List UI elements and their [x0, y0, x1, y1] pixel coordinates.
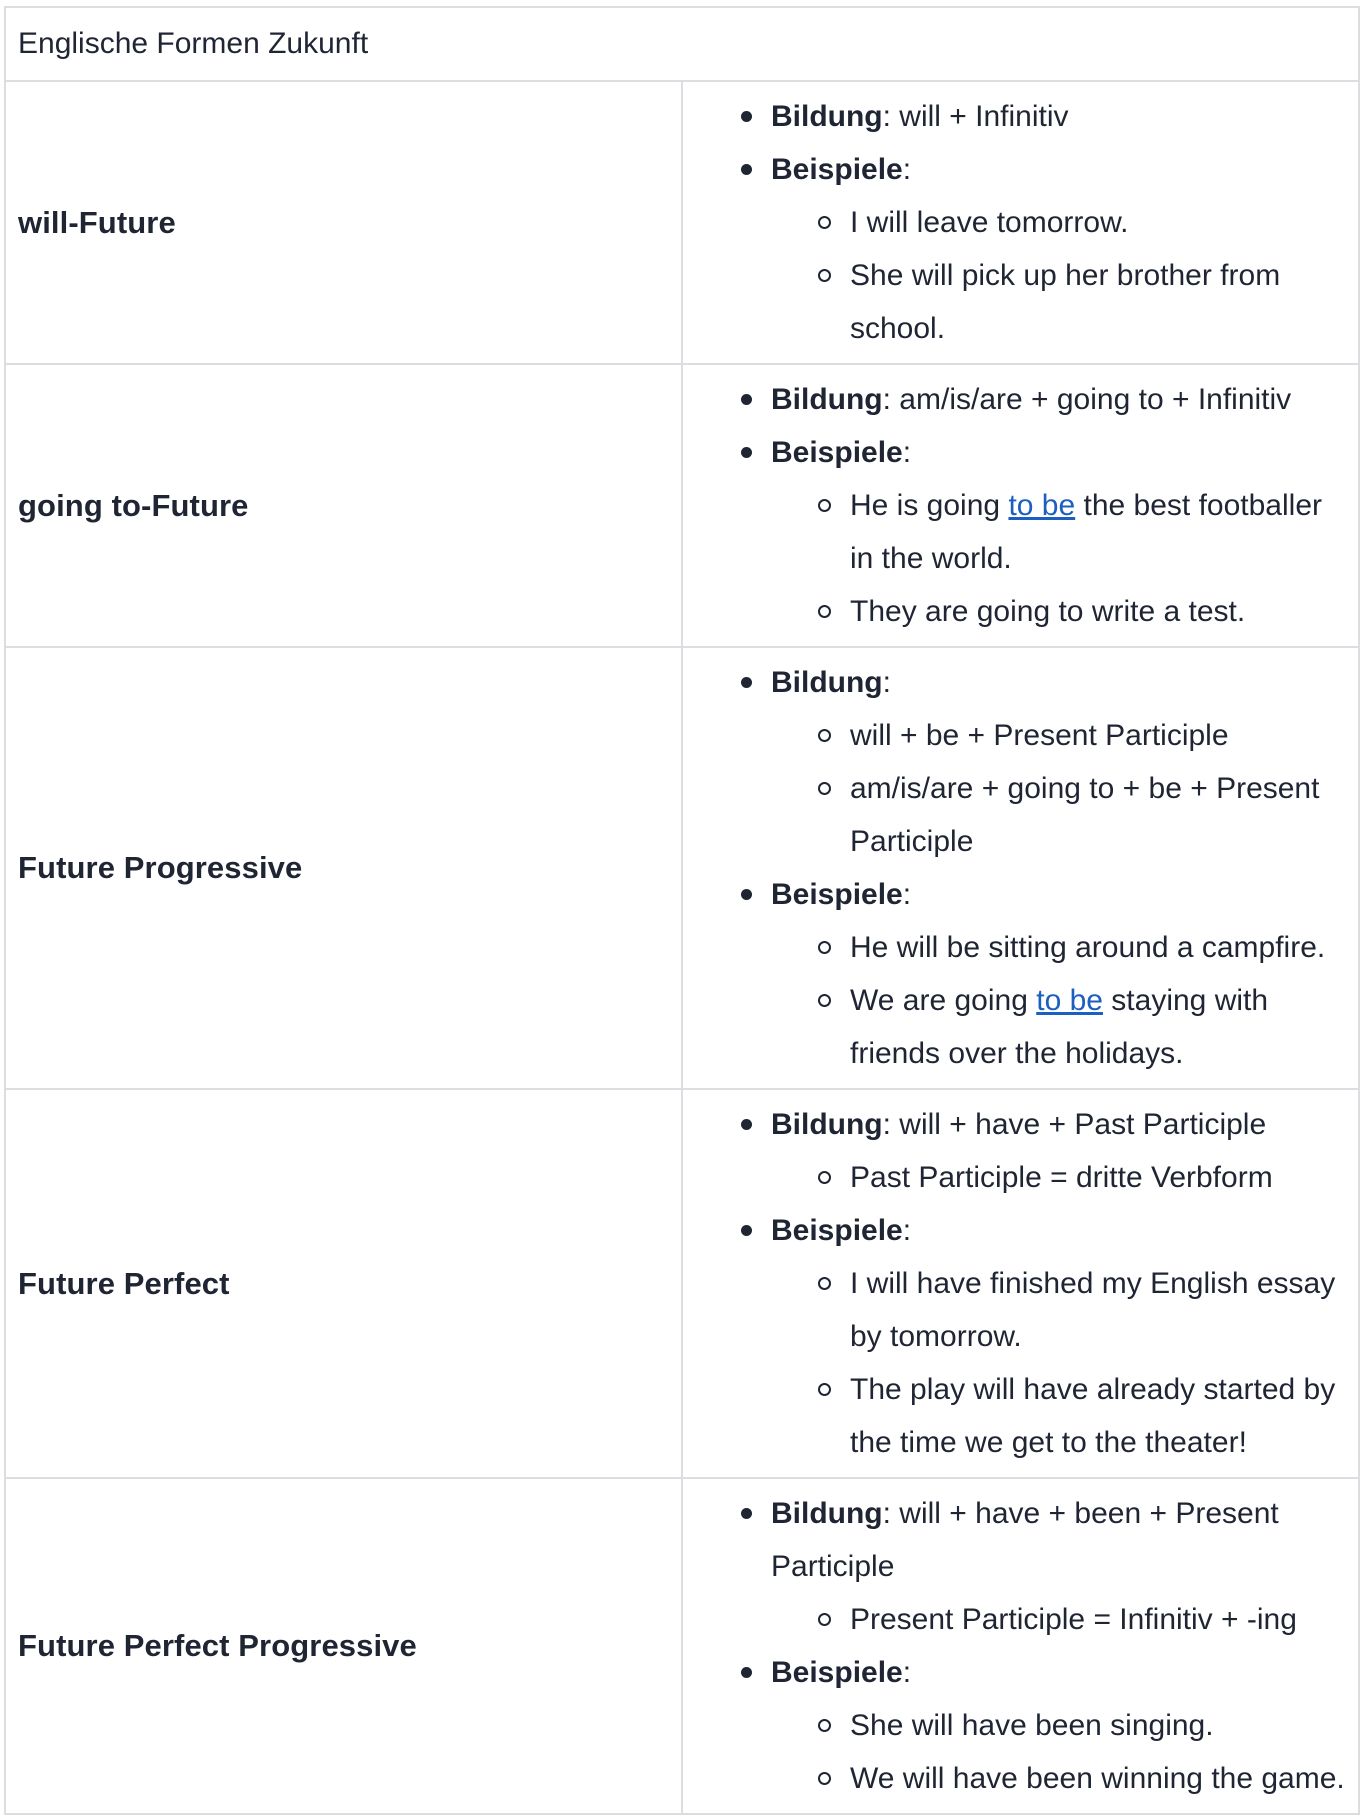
bildung-label: Bildung: [771, 100, 883, 133]
beispiele-label: Beispiele: [771, 1656, 903, 1689]
beispiele-label: Beispiele: [771, 878, 903, 911]
beispiele-item: [741, 1204, 1346, 1469]
to-be-link[interactable]: to be: [1036, 984, 1103, 1017]
bildung-label: Bildung: [771, 1108, 883, 1141]
bildung-value: : will + Infinitiv: [882, 100, 1069, 133]
table-row: [5, 1478, 1359, 1814]
bildung-sub-item: am/is/are + going to + be + Present Participle: [818, 762, 1346, 868]
example-text: He is going: [850, 489, 1009, 522]
beispiele-colon: :: [902, 1656, 912, 1689]
example-item: She will pick up her brother from school.: [818, 249, 1346, 355]
bildung-sub-list: [771, 709, 1346, 868]
bildung-item: [741, 1098, 1346, 1204]
tense-details: [682, 364, 1359, 647]
beispiele-colon: :: [902, 436, 912, 469]
bildung-item: [741, 1487, 1346, 1646]
table-row: [5, 364, 1359, 647]
tense-name: will-Future: [5, 81, 682, 364]
example-list: [771, 479, 1346, 638]
bildung-sub-list: [771, 1151, 1346, 1204]
example-text: staying with friends over the holidays.: [850, 984, 1269, 1070]
beispiele-item: [741, 1646, 1346, 1805]
bildung-value: : will + have + been + Present Participle: [771, 1497, 1279, 1583]
tense-details: [682, 81, 1359, 364]
example-list: [771, 196, 1346, 355]
detail-list: [683, 373, 1346, 638]
table-row: [5, 1089, 1359, 1478]
bildung-sub-item: Present Participle = Infinitiv + -ing: [818, 1593, 1346, 1646]
bildung-label: Bildung: [771, 1497, 883, 1530]
example-list: [771, 1257, 1346, 1469]
example-item: I will leave tomorrow.: [818, 196, 1346, 249]
bildung-value: :: [882, 666, 891, 699]
example-text: We are going: [850, 984, 1037, 1017]
example-item: I will have finished my English essay by tomorrow.: [818, 1257, 1346, 1363]
table-row: [5, 81, 1359, 364]
table-caption: Englische Formen Zukunft: [5, 7, 1359, 81]
tense-name: going to-Future: [5, 364, 682, 647]
bildung-sub-item: will + be + Present Participle: [818, 709, 1346, 762]
to-be-link[interactable]: to be: [1008, 489, 1076, 522]
tense-details: [682, 1089, 1359, 1478]
detail-list: [683, 1487, 1346, 1805]
table-caption-row: [5, 7, 1359, 81]
example-list: [771, 1699, 1346, 1805]
detail-list: [683, 1098, 1346, 1469]
bildung-label: Bildung: [771, 666, 883, 699]
detail-list: [683, 656, 1346, 1080]
tense-details: [682, 1478, 1359, 1814]
beispiele-colon: :: [902, 1214, 912, 1247]
example-text: the best footballer in the world.: [850, 489, 1322, 575]
beispiele-item: [741, 426, 1346, 638]
example-item: She will have been singing.: [818, 1699, 1346, 1752]
bildung-value: : will + have + Past Participle: [882, 1108, 1267, 1141]
example-list: [771, 921, 1346, 1080]
future-forms-table: [4, 6, 1360, 1815]
table-row: [5, 647, 1359, 1089]
bildung-label: Bildung: [771, 383, 883, 416]
example-item: We will have been winning the game.: [818, 1752, 1346, 1805]
beispiele-item: [741, 143, 1346, 355]
example-item: He will be sitting around a campfire.: [818, 921, 1346, 974]
tense-details: [682, 647, 1359, 1089]
example-item: [818, 479, 1346, 585]
bildung-item: [741, 656, 1346, 868]
bildung-item: [741, 373, 1346, 426]
beispiele-label: Beispiele: [771, 153, 903, 186]
beispiele-item: [741, 868, 1346, 1080]
beispiele-label: Beispiele: [771, 436, 903, 469]
example-item: [818, 974, 1346, 1080]
bildung-sub-item: Past Participle = dritte Verbform: [818, 1151, 1346, 1204]
tense-name: Future Perfect: [5, 1089, 682, 1478]
beispiele-colon: :: [902, 878, 912, 911]
detail-list: [683, 90, 1346, 355]
bildung-item: [741, 90, 1346, 143]
bildung-value: : am/is/are + going to + Infinitiv: [882, 383, 1292, 416]
tense-name: Future Perfect Progressive: [5, 1478, 682, 1814]
example-item: They are going to write a test.: [818, 585, 1346, 638]
tense-name: Future Progressive: [5, 647, 682, 1089]
example-item: The play will have already started by the time we get to the theater!: [818, 1363, 1346, 1469]
beispiele-label: Beispiele: [771, 1214, 903, 1247]
beispiele-colon: :: [902, 153, 912, 186]
